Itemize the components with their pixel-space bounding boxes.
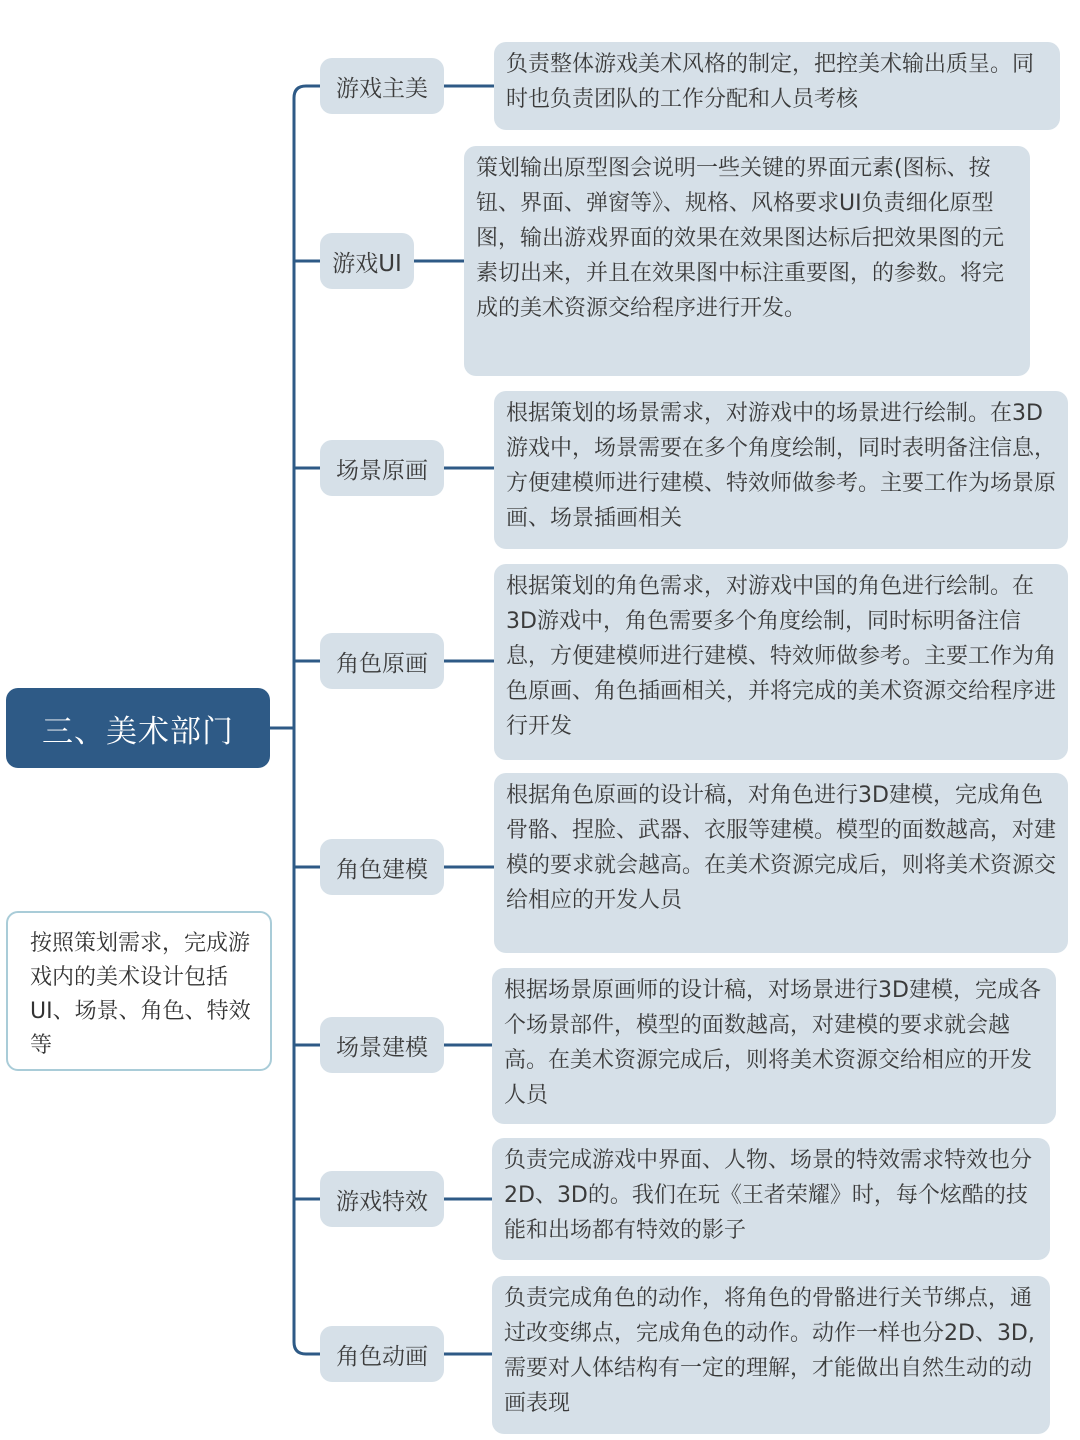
branch-label: 角色建模 bbox=[336, 856, 428, 883]
desc-scene-concept bbox=[494, 391, 1068, 549]
branch-label: 游戏UI bbox=[332, 250, 402, 277]
desc-text: 根据角色原画的设计稿，对角色进行3D建模，完成角色骨骼、捏脸、武器、衣服等建模。模型的面数越高，对建模的要求就会越高。在美术资源完成后，则将美术资源交给相应的开发人员 bbox=[506, 783, 1057, 913]
summary-note-text: 按照策划需求，完成游戏内的美术设计包括UI、场景、角色、特效等 bbox=[30, 931, 251, 1058]
desc-character-animation bbox=[492, 1276, 1050, 1434]
branch-label: 游戏主美 bbox=[336, 75, 428, 102]
desc-text: 负责整体游戏美术风格的制定，把控美术输出质呈。同时也负责团队的工作分配和人员考核 bbox=[506, 52, 1035, 112]
branch-game-vfx bbox=[320, 1171, 444, 1227]
desc-lead-artist bbox=[494, 42, 1060, 130]
desc-scene-modeling bbox=[492, 968, 1056, 1124]
desc-text: 根据场景原画师的设计稿，对场景进行3D建模，完成各个场景部件，模型的面数越高，对建模的要求就会越高。在美术资源完成后，则将美术资源交给相应的开发人员 bbox=[504, 978, 1041, 1108]
desc-text: 策划输出原型图会说明一些关键的界面元素(图标、按钮、界面、弹窗等》、规格、风格要求UI负责细化原型图，输出游戏界面的效果在效果图达标后把效果图的元素切出来，并且在效果图中标注重要图，的参数。将完成的美术资源交给程序进行开发。 bbox=[476, 156, 1005, 321]
branch-character-modeling bbox=[320, 839, 444, 895]
branch-character-concept bbox=[320, 633, 444, 689]
branch-label: 角色动画 bbox=[336, 1343, 428, 1370]
desc-text: 负责完成游戏中界面、人物、场景的特效需求特效也分2D、3D的。我们在玩《王者荣耀》时，每个炫酷的技能和出场都有特效的影子 bbox=[504, 1148, 1033, 1243]
desc-game-ui bbox=[464, 146, 1030, 376]
desc-text: 根据策划的角色需求，对游戏中国的角色进行绘制。在3D游戏中，角色需要多个角度绘制，同时标明备注信息，方便建模师进行建模、特效师做参考。主要工作为角色原画、角色插画相关，并将完成的美术资源交给程序进行开发 bbox=[506, 574, 1057, 739]
desc-character-modeling bbox=[494, 773, 1068, 953]
connector-main-美术主美 bbox=[294, 86, 320, 1354]
branch-label: 场景建模 bbox=[336, 1034, 428, 1061]
branch-character-animation bbox=[320, 1326, 444, 1382]
branch-label: 场景原画 bbox=[336, 457, 428, 484]
desc-text: 负责完成角色的动作，将角色的骨骼进行关节绑点，通过改变绑点，完成角色的动作。动作一样也分2D、3D,需要对人体结构有一定的理解，才能做出自然生动的动画表现 bbox=[504, 1286, 1035, 1416]
root-node bbox=[6, 688, 270, 768]
branch-label: 角色原画 bbox=[336, 650, 428, 677]
branch-lead-artist bbox=[320, 58, 444, 114]
branch-scene-concept bbox=[320, 440, 444, 496]
branch-label: 游戏特效 bbox=[336, 1188, 428, 1215]
desc-game-vfx bbox=[492, 1138, 1050, 1260]
branch-scene-modeling bbox=[320, 1017, 444, 1073]
desc-text: 根据策划的场景需求，对游戏中的场景进行绘制。在3D游戏中，场景需要在多个角度绘制，同时表明备注信息，方便建模师进行建模、特效师做参考。主要工作为场景原画、场景插画相关 bbox=[506, 401, 1057, 531]
branch-game-ui bbox=[320, 233, 414, 289]
desc-character-concept bbox=[494, 564, 1068, 760]
root-title: 三、美术部门 bbox=[42, 713, 234, 750]
summary-note bbox=[6, 911, 272, 1071]
